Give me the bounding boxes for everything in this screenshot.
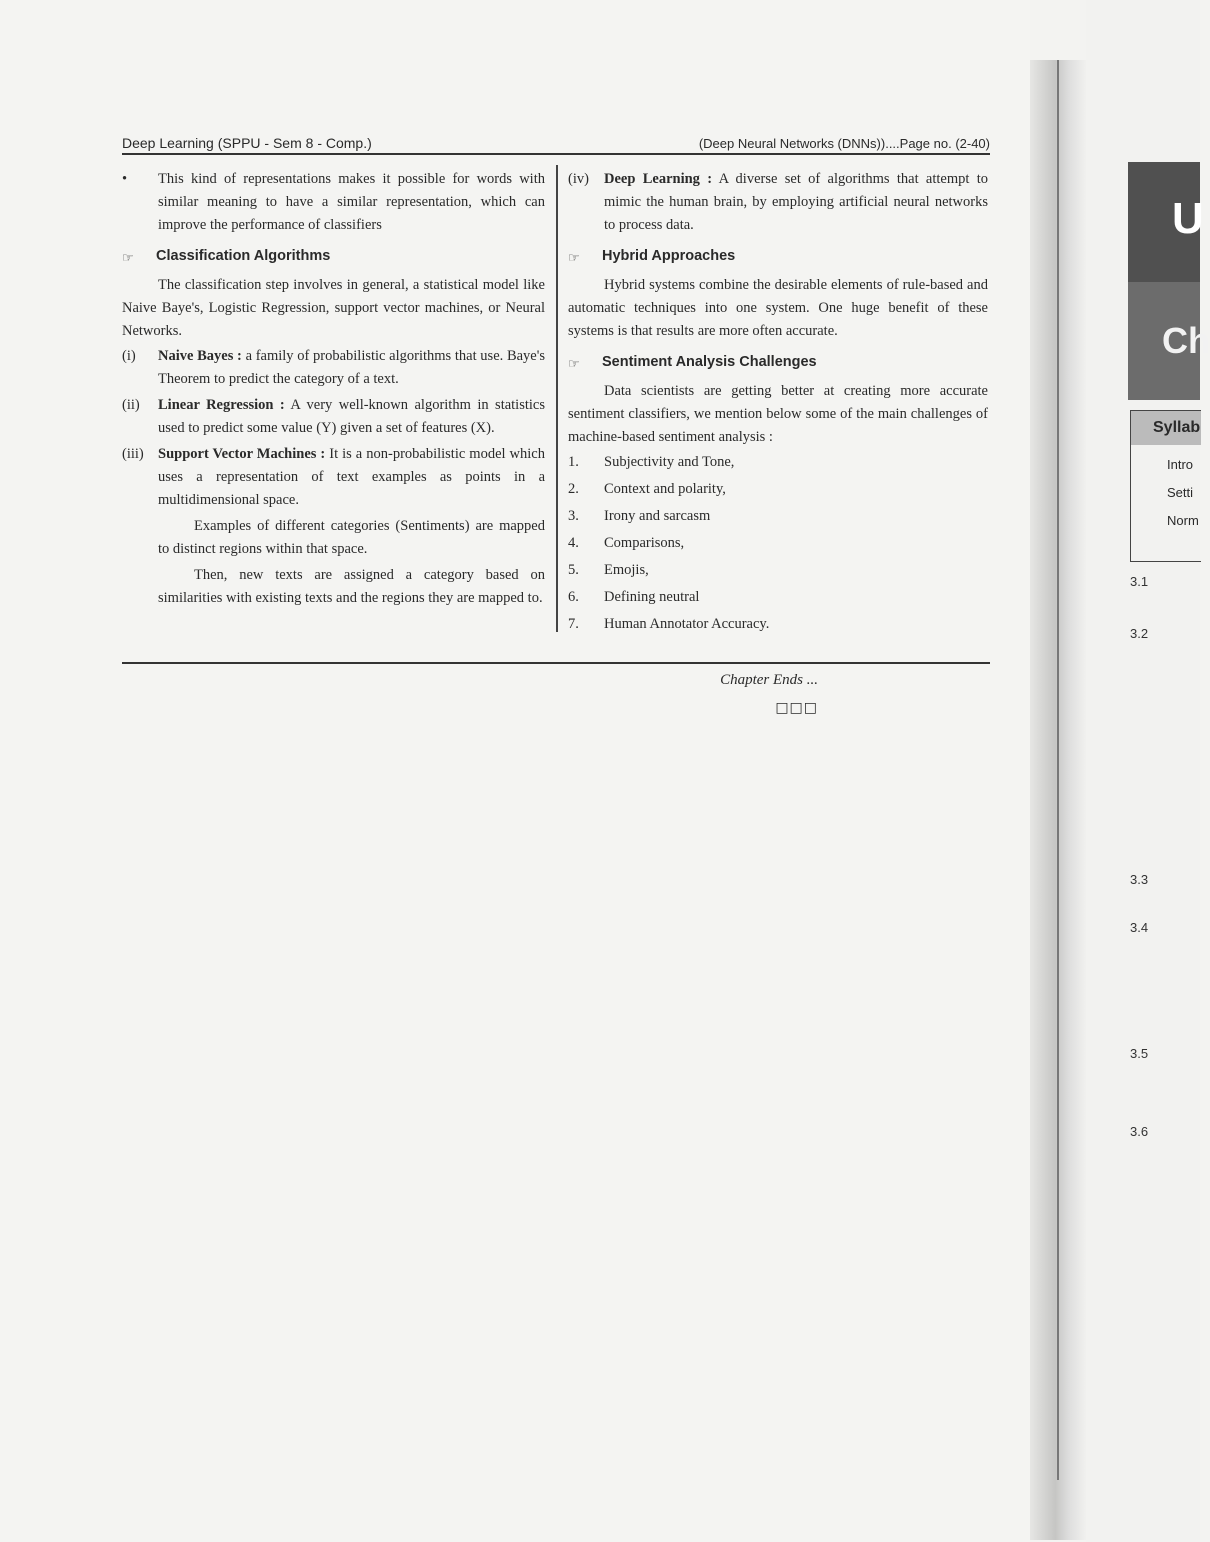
- end-marks: □□□: [775, 700, 818, 716]
- item-term: Support Vector Machines :: [158, 446, 326, 462]
- challenge-text: Subjectivity and Tone,: [604, 454, 735, 470]
- challenge-item: [568, 586, 988, 609]
- pointing-hand-icon: ☞: [568, 356, 580, 371]
- toc-number: 3.2: [1130, 626, 1149, 641]
- header-rule: [122, 153, 990, 155]
- bullet-text: This kind of representations makes it possible for words with similar meaning to have a similar representation, which can improve the performance of classifiers: [158, 171, 545, 233]
- heading-classification-text: Classification Algorithms: [156, 248, 331, 264]
- bullet-paragraph: [122, 168, 545, 237]
- syllabus-item: Intro: [1167, 457, 1194, 472]
- syllabus-item: Setti: [1167, 485, 1194, 500]
- item-marker: (iv): [568, 171, 589, 187]
- challenge-text: Comparisons,: [604, 535, 685, 551]
- svm-paragraph-2: Examples of different categories (Sentiments) are mapped to distinct regions within that space.: [158, 518, 545, 557]
- item-marker: (iii): [122, 446, 144, 462]
- challenge-number: 7.: [568, 616, 579, 632]
- right-column: [568, 168, 988, 640]
- svm-paragraph-3: Then, new texts are assigned a category based on similarities with existing texts and the regions they are mapped to.: [158, 567, 545, 606]
- toc-number: 3.5: [1130, 1046, 1149, 1061]
- item-text: a family of probabilistic algorithms that use. Baye's Theorem to predict the category of a text.: [158, 348, 545, 387]
- item-marker: (ii): [122, 397, 140, 413]
- syllabus-box: [1130, 410, 1201, 562]
- challenge-item: [568, 478, 988, 501]
- heading-classification: [122, 245, 545, 268]
- challenge-number: 5.: [568, 562, 579, 578]
- item-text: A very well-known algorithm in statistics used to predict some value (Y) given a set of features (X).: [158, 397, 545, 436]
- footer-rule: [122, 662, 990, 664]
- header-page-info: (Deep Neural Networks (DNNs))....Page no. (2-40): [698, 136, 990, 151]
- heading-challenges-text: Sentiment Analysis Challenges: [602, 354, 817, 370]
- toc-number: 3.4: [1130, 920, 1149, 935]
- pointing-hand-icon: ☞: [122, 250, 134, 265]
- list-item: [122, 394, 545, 440]
- pointing-hand-icon: ☞: [568, 250, 580, 265]
- heading-challenges: [568, 351, 988, 374]
- challenge-text: Emojis,: [604, 562, 649, 578]
- challenge-text: Human Annotator Accuracy.: [604, 616, 770, 632]
- chapter-banner-text: Ch: [1162, 320, 1210, 361]
- list-item: [568, 168, 988, 237]
- item-text: A diverse set of algorithms that attempt to mimic the human brain, by employing artificial neural networks to process data.: [604, 171, 989, 233]
- unit-banner: [1128, 162, 1204, 282]
- challenge-item: [568, 613, 988, 636]
- challenges-paragraph: Data scientists are getting better at creating more accurate sentiment classifiers, we mention below some of the main challenges of machine-based sentiment analysis :: [568, 383, 988, 445]
- syllabus-title-text: Syllab: [1153, 419, 1201, 436]
- toc-number: 3.3: [1130, 872, 1149, 887]
- heading-hybrid: [568, 245, 988, 268]
- syllabus-title: [1131, 411, 1201, 445]
- unit-banner-text: U: [1172, 194, 1204, 243]
- item-term: Linear Regression :: [158, 397, 285, 413]
- page-header: [122, 131, 990, 155]
- syllabus-item: Norm: [1167, 513, 1199, 528]
- item-term: Deep Learning :: [604, 171, 713, 187]
- item-term: Naive Bayes :: [158, 348, 242, 364]
- header-book-title: Deep Learning (SPPU - Sem 8 - Comp.): [122, 135, 372, 151]
- challenge-item: [568, 559, 988, 582]
- challenge-number: 6.: [568, 589, 579, 605]
- challenge-text: Defining neutral: [604, 589, 700, 605]
- heading-hybrid-text: Hybrid Approaches: [602, 248, 736, 264]
- challenge-text: Irony and sarcasm: [604, 508, 711, 524]
- left-column: [122, 168, 545, 613]
- chapter-ends-text: Chapter Ends ...: [720, 672, 818, 688]
- challenge-text: Context and polarity,: [604, 481, 726, 497]
- item-marker: (i): [122, 348, 136, 364]
- challenge-number: 1.: [568, 454, 579, 470]
- toc-number: 3.6: [1130, 1124, 1149, 1139]
- chapter-banner: [1128, 282, 1210, 400]
- challenge-item: [568, 505, 988, 528]
- challenge-number: 4.: [568, 535, 579, 551]
- binding-line: [1057, 60, 1059, 1480]
- classification-paragraph: The classification step involves in general, a statistical model like Naive Baye's, Logistic Regression, support vector machines, or Neural Networks.: [122, 277, 545, 339]
- list-item: [122, 345, 545, 391]
- challenge-item: [568, 532, 988, 555]
- item-text: It is a non-probabilistic model which uses a representation of text examples as points in a multidimensional space.: [158, 446, 545, 508]
- column-divider: [556, 165, 558, 632]
- challenge-number: 2.: [568, 481, 579, 497]
- challenge-number: 3.: [568, 508, 579, 524]
- bullet-icon: •: [122, 171, 128, 187]
- toc-number: 3.1: [1130, 574, 1149, 589]
- list-item: [122, 443, 545, 512]
- hybrid-paragraph: Hybrid systems combine the desirable elements of rule-based and automatic techniques into one system. One huge benefit of these systems is that results are more often accurate.: [568, 277, 988, 339]
- challenge-item: [568, 451, 988, 474]
